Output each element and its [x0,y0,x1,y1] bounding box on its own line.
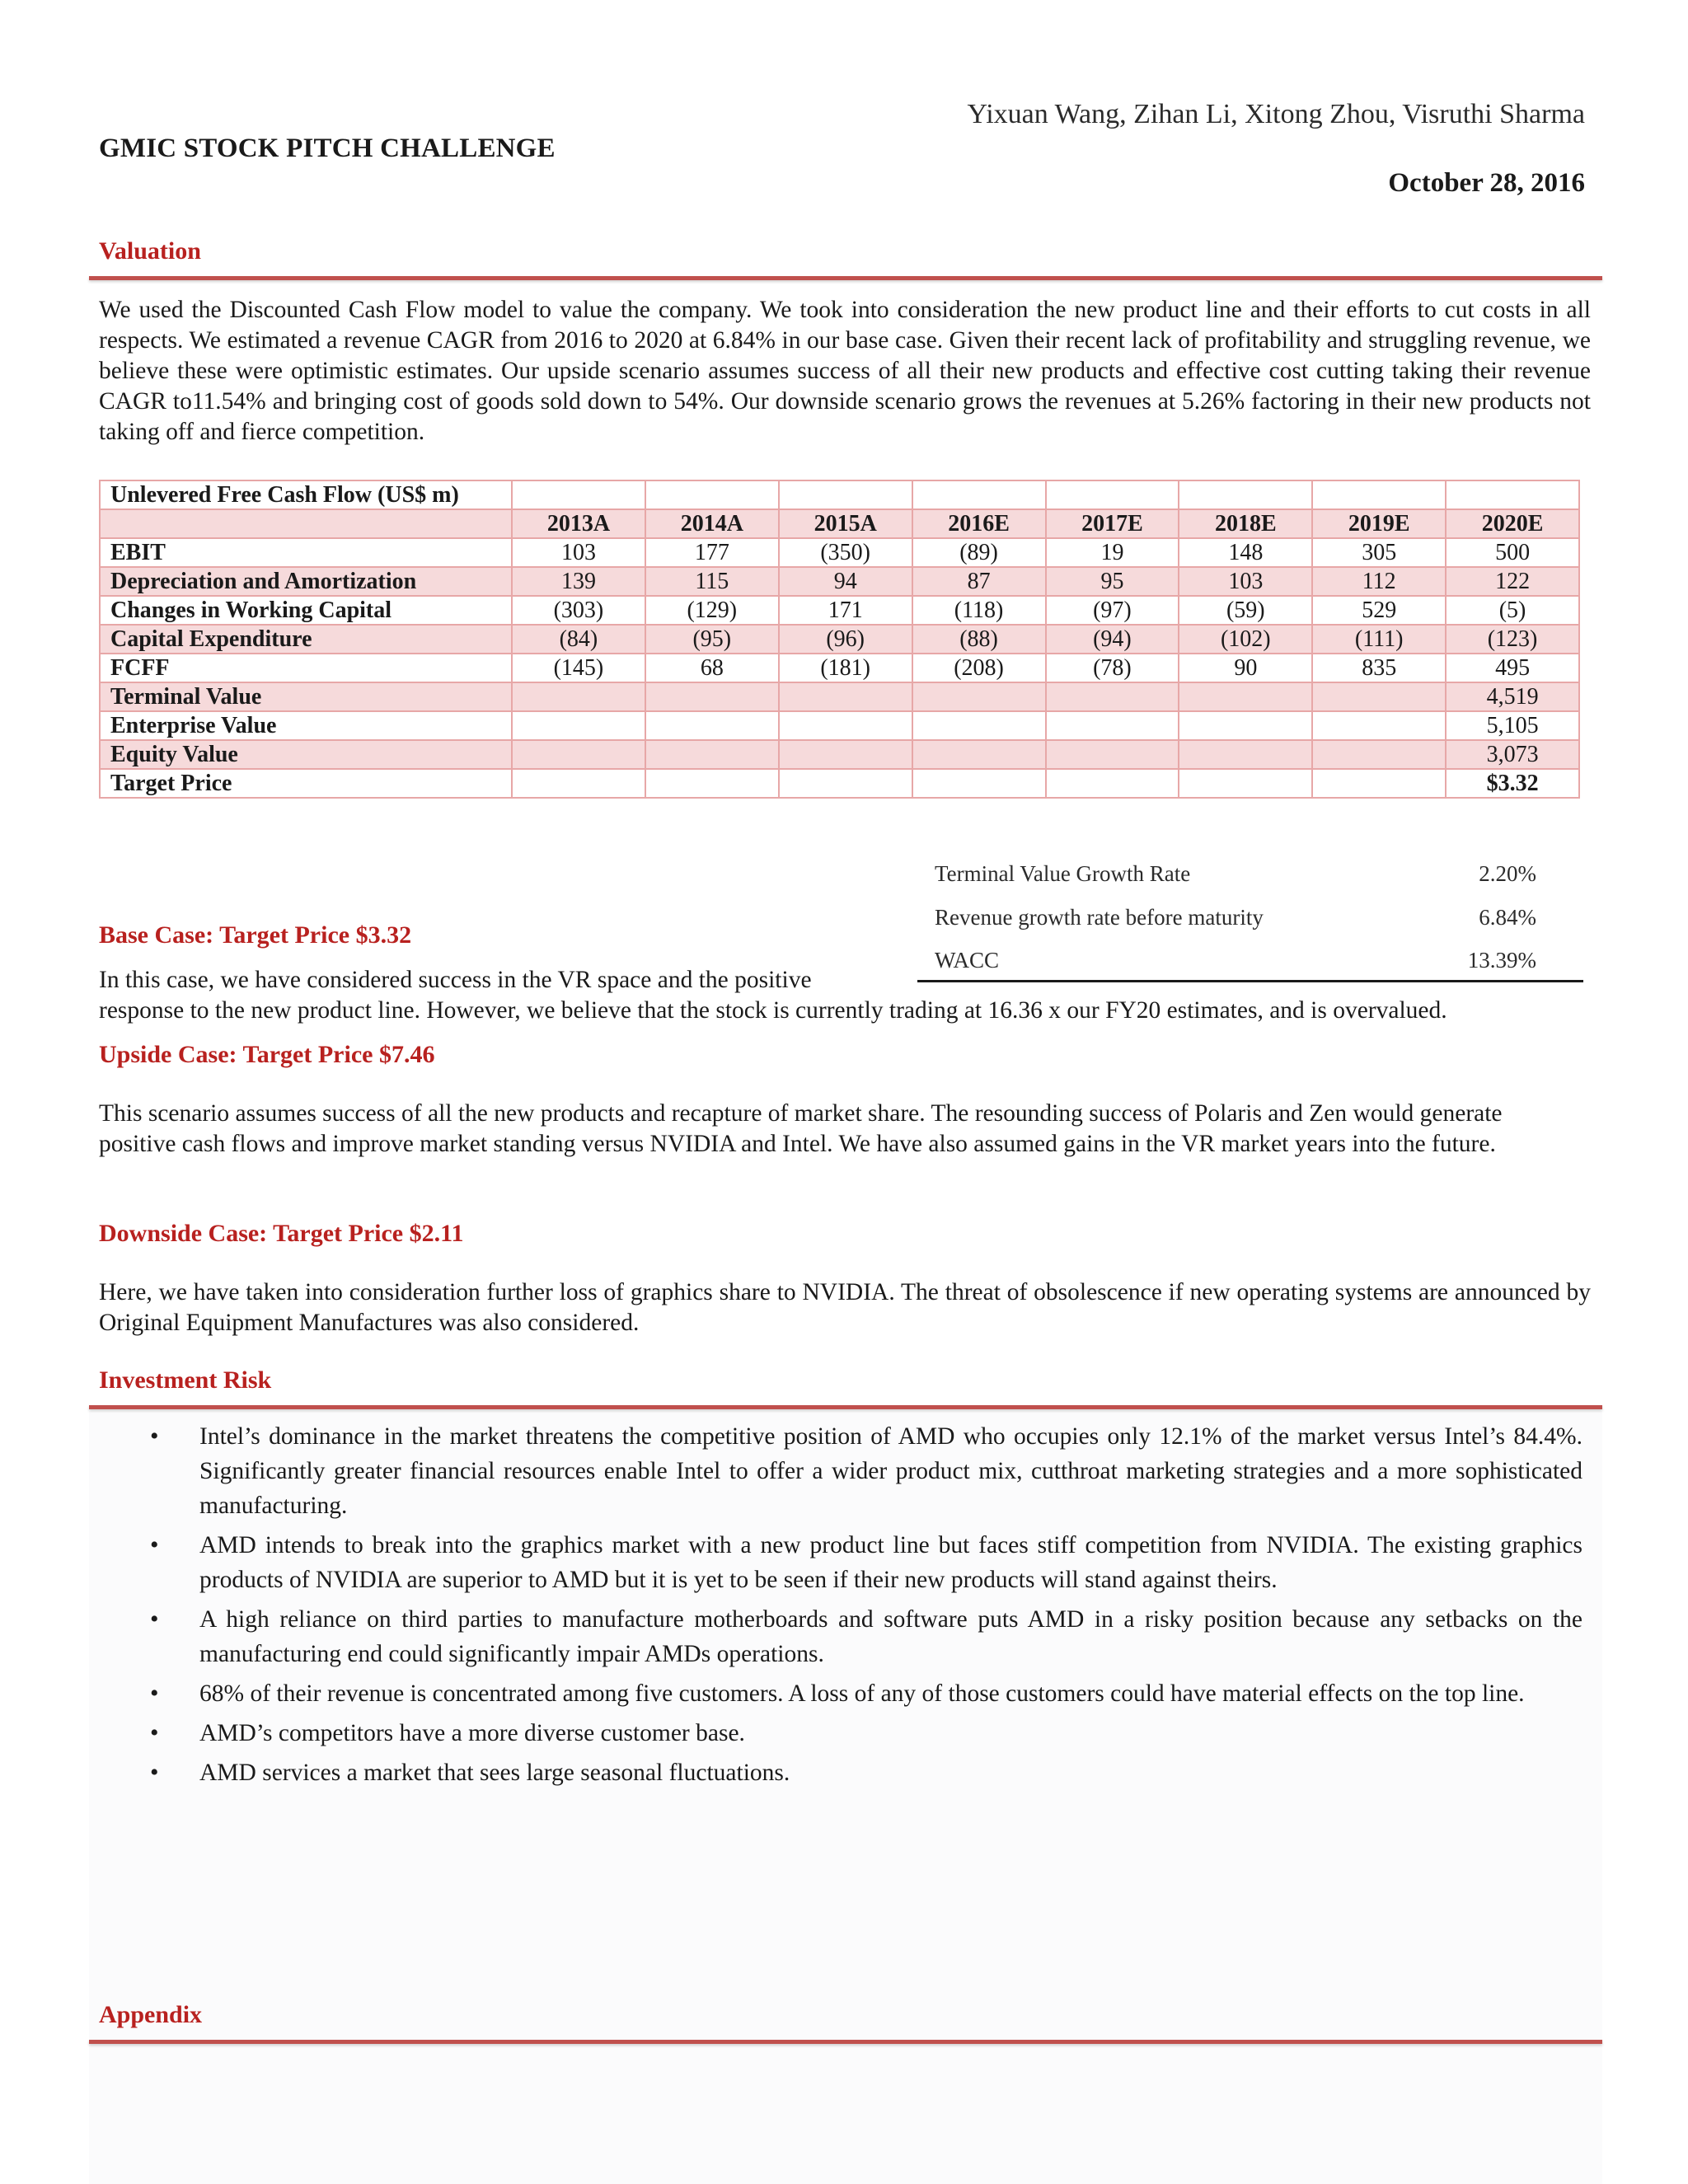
risk-list [99,1419,1582,1795]
year-header: 2018E [1179,509,1312,538]
row-label: EBIT [100,538,512,567]
table-cell: 4,519 [1446,682,1579,711]
appendix-heading: Appendix [99,2001,203,2028]
table-cell [1312,682,1446,711]
table-row [100,567,1579,596]
table-cell [645,682,779,711]
year-header: 2013A [512,509,645,538]
table-cell [779,769,912,798]
base-case-line-1: In this case, we have considered success in the VR space and the positive [99,967,812,993]
valuation-paragraph: We used the Discounted Cash Flow model to value the company. We took into consideration the new product line and their efforts to cut costs in all respects. We estimated a revenue CAGR from 2016 to 2020 at 6.84% in our base case. Given their recent lack of profitability and struggling revenue, we believe these were optimistic estimates. Our upside scenario assumes success of all their new products and effective cost cutting taking their revenue CAGR to11.54% and bringing cost of goods sold down to 54%. Our downside scenario grows the revenues at 5.26% factoring in their new products not taking off and fierce competition. [99,297,1591,445]
table-cell: 87 [912,567,1046,596]
downside-case-heading: Downside Case: Target Price $2.11 [99,1220,464,1247]
table-row [100,682,1579,711]
table-cell [1179,480,1312,509]
table-cell: (102) [1179,625,1312,654]
table-cell: 3,073 [1446,740,1579,769]
author-names: Yixuan Wang, Zihan Li, Xitong Zhou, Visruthi Sharma [967,99,1585,129]
downside-case-paragraph: Here, we have taken into consideration further loss of graphics share to NVIDIA. The threat of obsolescence if new operating systems are announced by Original Equipment Manufactures was also considered. [99,1279,1591,1336]
row-label: Enterprise Value [100,711,512,740]
table-cell: (145) [512,654,645,682]
table-cell: 148 [1179,538,1312,567]
table-cell [1312,769,1446,798]
row-label: Target Price [100,769,512,798]
table-cell: 177 [645,538,779,567]
row-label: Equity Value [100,740,512,769]
table-cell [512,480,645,509]
risk-text: A high reliance on third parties to manufacture motherboards and software puts AMD in a risky position because any setbacks on the manufacturing end could significantly impair AMDs operations. [199,1606,1582,1667]
table-cell [779,711,912,740]
table-row [100,538,1579,567]
table-cell: 112 [1312,567,1446,596]
table-cell: 90 [1179,654,1312,682]
table-cell [1046,480,1179,509]
table-cell [512,769,645,798]
table-cell [912,682,1046,711]
assumption-value: 13.39% [1467,948,1536,972]
table-cell [1046,711,1179,740]
table-cell [645,769,779,798]
table-row [100,625,1579,654]
assumption-value: 6.84% [1479,905,1536,930]
table-cell: 95 [1046,567,1179,596]
base-case-line-2: response to the new product line. However, we believe that the stock is currently trading at 16.36 x our FY20 estimates, and is overvalued. [99,997,1447,1024]
risk-text: AMD intends to break into the graphics market with a new product line but faces stiff competition from NVIDIA. The existing graphics products of NVIDIA are superior to AMD but it is yet to be seen if their new products will stand against theirs. [199,1532,1582,1593]
table-cell: 139 [512,567,645,596]
table-cell [912,740,1046,769]
table-cell [645,480,779,509]
bullet-icon: • [150,1719,159,1746]
assumption-row [935,948,1536,981]
list-item [99,1755,1582,1790]
table-cell: 835 [1312,654,1446,682]
row-label: Depreciation and Amortization [100,567,512,596]
assumption-row [935,905,1536,938]
table-cell [512,682,645,711]
table-cell: (350) [779,538,912,567]
table-cell: 68 [645,654,779,682]
table-cell: 500 [1446,538,1579,567]
table-cell: (181) [779,654,912,682]
document-title: GMIC STOCK PITCH CHALLENGE [99,134,556,163]
table-cell [1046,769,1179,798]
table-cell: 5,105 [1446,711,1579,740]
assumption-value: 2.20% [1479,861,1536,886]
table-title-row [100,480,1579,509]
table-cell [779,480,912,509]
row-label: Changes in Working Capital [100,596,512,625]
table-row [100,654,1579,682]
year-header: 2015A [779,509,912,538]
table-cell: 529 [1312,596,1446,625]
table-cell: (97) [1046,596,1179,625]
risk-text: AMD’s competitors have a more diverse customer base. [199,1720,745,1746]
table-cell [912,711,1046,740]
bullet-icon: • [150,1605,159,1633]
table-row [100,596,1579,625]
table-title: Unlevered Free Cash Flow (US$ m) [100,480,512,509]
row-label: Capital Expenditure [100,625,512,654]
bullet-icon: • [150,1680,159,1707]
list-item [99,1602,1582,1671]
bullet-icon: • [150,1422,159,1450]
list-item [99,1419,1582,1523]
table-header-row [100,509,1579,538]
table-cell: (89) [912,538,1046,567]
table-cell [645,740,779,769]
risk-text: Intel’s dominance in the market threatens the competitive position of AMD who occupies only 12.1% of the market versus Intel’s 84.4%. Significantly greater financial resources enable Intel to offer a wider product mix, cutthroat marketing strategies and a more sophisticated manufacturing. [199,1423,1582,1519]
table-cell: 115 [645,567,779,596]
table-cell: (95) [645,625,779,654]
base-case-heading: Base Case: Target Price $3.32 [99,921,412,949]
upside-case-paragraph: This scenario assumes success of all the new products and recapture of market share. The resounding success of Polaris and Zen would generate positive cash flows and improve market standing versus NVIDIA and Intel. We have also assumed gains in the VR market years into the future. [99,1100,1503,1157]
risk-text: AMD services a market that sees large seasonal fluctuations. [199,1760,790,1786]
table-cell: (5) [1446,596,1579,625]
list-item [99,1528,1582,1597]
table-cell: 171 [779,596,912,625]
year-header: 2020E [1446,509,1579,538]
table-cell: 19 [1046,538,1179,567]
table-cell [645,711,779,740]
table-cell: (123) [1446,625,1579,654]
assumptions-underline [917,980,1583,982]
table-cell [1179,682,1312,711]
table-cell: (88) [912,625,1046,654]
table-cell [512,711,645,740]
table-cell: (96) [779,625,912,654]
table-cell [779,740,912,769]
table-cell [1179,711,1312,740]
table-row [100,740,1579,769]
table-cell [912,769,1046,798]
bullet-icon: • [150,1759,159,1786]
row-label: Terminal Value [100,682,512,711]
table-row [100,711,1579,740]
risk-text: 68% of their revenue is concentrated among five customers. A loss of any of those customers could have material effects on the top line. [199,1680,1525,1707]
table-cell: 103 [1179,567,1312,596]
table-cell: (208) [912,654,1046,682]
table-cell [779,682,912,711]
table-cell: (78) [1046,654,1179,682]
table-cell: $3.32 [1446,769,1579,798]
table-cell [1446,480,1579,509]
table-cell: (118) [912,596,1046,625]
year-header: 2016E [912,509,1046,538]
investment-risk-rule [89,1405,1602,1409]
table-cell [512,740,645,769]
table-cell: 94 [779,567,912,596]
bullet-icon: • [150,1531,159,1558]
table-cell: (94) [1046,625,1179,654]
list-item [99,1676,1582,1711]
table-cell: 122 [1446,567,1579,596]
table-cell [1179,740,1312,769]
appendix-rule [89,2040,1602,2044]
upside-case-heading: Upside Case: Target Price $7.46 [99,1041,435,1068]
list-item [99,1716,1582,1750]
table-cell [1179,769,1312,798]
table-cell [1312,711,1446,740]
table-cell [100,509,512,538]
document-date: October 28, 2016 [1388,168,1585,198]
table-cell: (111) [1312,625,1446,654]
table-cell: 305 [1312,538,1446,567]
table-cell [1312,740,1446,769]
fcf-table [99,480,1580,799]
table-cell [912,480,1046,509]
valuation-rule [89,276,1602,280]
table-cell: (129) [645,596,779,625]
table-cell: (59) [1179,596,1312,625]
investment-risk-heading: Investment Risk [99,1366,272,1394]
assumption-label: WACC [935,948,1000,972]
table-cell [1312,480,1446,509]
assumption-label: Terminal Value Growth Rate [935,861,1191,886]
table-cell: 103 [512,538,645,567]
year-header: 2019E [1312,509,1446,538]
table-cell: (84) [512,625,645,654]
table-cell [1046,682,1179,711]
row-label: FCFF [100,654,512,682]
table-cell: (303) [512,596,645,625]
year-header: 2014A [645,509,779,538]
table-cell: 495 [1446,654,1579,682]
assumption-row [935,861,1536,894]
assumption-label: Revenue growth rate before maturity [935,905,1264,930]
valuation-heading: Valuation [99,237,201,265]
year-header: 2017E [1046,509,1179,538]
table-row [100,769,1579,798]
table-cell [1046,740,1179,769]
